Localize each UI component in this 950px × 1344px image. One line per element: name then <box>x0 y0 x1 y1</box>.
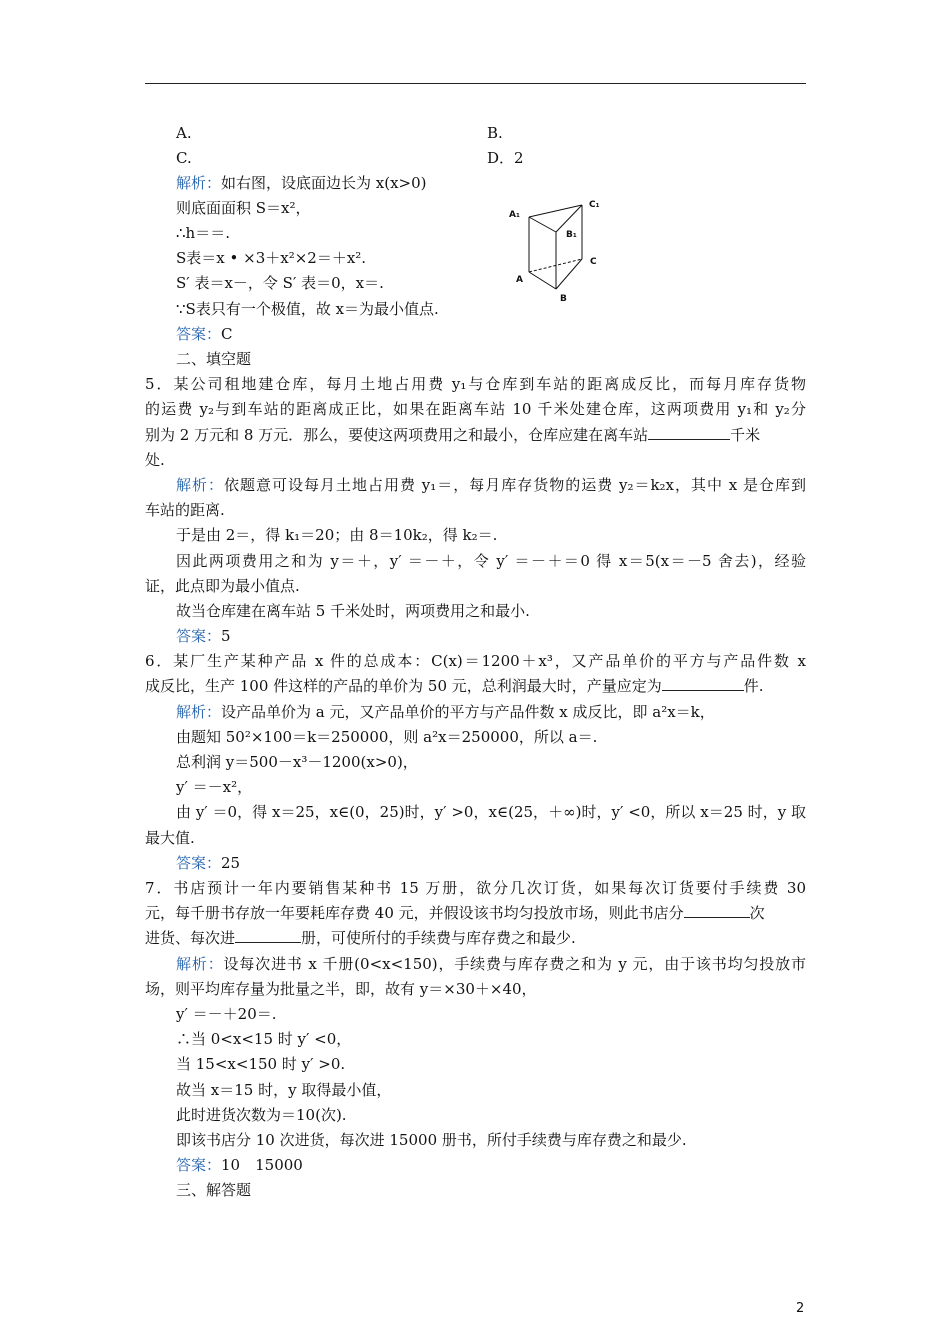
edge-b1-c1 <box>556 205 582 232</box>
answer-label: 答案： <box>176 854 222 872</box>
q6-analysis-line1: 解析：设产品单价为 a 元，又产品单价的平方与产品件数 x 成反比，即 a²x＝k， <box>176 703 715 721</box>
label-c1: C₁ <box>589 200 600 210</box>
q6-analysis-line5: 由 y′ ＝0，得 x＝25，x∈(0，25)时，y′ >0，x∈(25，＋∞)时，y′ <0，所以 x＝25 时，y 取 <box>176 803 806 821</box>
answer-blank <box>648 427 730 440</box>
q7-answer: 答案：10 15000 <box>176 1156 303 1174</box>
edge-a-b <box>529 272 556 289</box>
edge-a1-b1 <box>529 217 556 232</box>
q4-analysis-line1: 解析：如右图，设底面边长为 x(x>0) <box>176 174 427 192</box>
label-a: A <box>516 275 523 285</box>
q5-analysis-line2: 车站的距离. <box>145 501 225 519</box>
option-c: C. <box>176 149 192 167</box>
q4-answer: 答案：C <box>176 325 233 343</box>
q5-analysis-line3: 于是由 2＝，得 k₁＝20；由 8＝10k₂，得 k₂＝. <box>176 526 498 544</box>
answer-label: 答案： <box>176 325 222 343</box>
analysis-label: 解析： <box>176 476 224 494</box>
q6-analysis-line4: y′ ＝－x²， <box>176 778 253 796</box>
q7-line1: 7．书店预计一年内要销售某种书 15 万册，欲分几次订货，如果每次订货要付手续费 30 <box>145 879 806 897</box>
page-number: 2 <box>796 1301 805 1316</box>
answer-blank <box>235 930 301 943</box>
q5-analysis-line5: 证，此点即为最小值点. <box>145 577 300 595</box>
option-b: B. <box>487 124 503 142</box>
q4-analysis-line3: ∴h＝＝. <box>176 224 230 242</box>
q7-analysis-line6: 故当 x＝15 时，y 取得最小值， <box>176 1081 392 1099</box>
analysis-label: 解析： <box>176 174 222 192</box>
q7-analysis-line1: 解析：设每次进书 x 千册(0<x<150)，手续费与库存费之和为 y 元，由于该书均匀投放市 <box>176 955 806 973</box>
q7-analysis-line3: y′ ＝－＋20＝. <box>176 1005 277 1023</box>
answer-blank <box>684 905 750 918</box>
edge-a1-c1 <box>529 205 582 217</box>
q6-analysis-line3: 总利润 y＝500－x³－1200(x>0)， <box>176 753 418 771</box>
analysis-label: 解析： <box>176 955 224 973</box>
q5-line3: 别为 2 万元和 8 万元．那么，要使这两项费用之和最小，仓库应建在离车站 千米 <box>145 426 761 444</box>
label-b: B <box>560 294 567 304</box>
q6-analysis-line2: 由题知 50²×100＝k＝250000，则 a²x＝250000，所以 a＝. <box>176 728 598 746</box>
q5-analysis-line6: 故当仓库建在离车站 5 千米处时，两项费用之和最小. <box>176 602 530 620</box>
label-a1: A₁ <box>509 210 520 220</box>
q6-answer: 答案：25 <box>176 854 241 872</box>
q5-answer: 答案：5 <box>176 627 231 645</box>
q4-analysis-line4: S表＝x • ×3＋x²×2＝＋x². <box>176 249 367 267</box>
q7-analysis-line7: 此时进货次数为＝10(次). <box>176 1106 347 1124</box>
q5-line1: 5．某公司租地建仓库，每月土地占用费 y₁与仓库到车站的距离成反比，而每月库存货物 <box>145 375 806 393</box>
prism-figure <box>505 195 605 305</box>
option-d: D．2 <box>487 149 524 167</box>
label-b1: B₁ <box>566 230 577 240</box>
q6-line2: 成反比，生产 100 件这样的产品的单价为 50 元，总利润最大时，产量应定为 件. <box>145 677 764 695</box>
answer-label: 答案： <box>176 627 222 645</box>
q6-analysis-line6: 最大值. <box>145 829 195 847</box>
q4-analysis-line2: 则底面面积 S＝x²， <box>176 199 311 217</box>
q7-line2: 元，每千册书存放一年要耗库存费 40 元，并假设该书均匀投放市场，则此书店分 次 <box>145 904 765 922</box>
answer-blank <box>662 678 744 691</box>
q5-line4: 处. <box>145 451 165 469</box>
header-rule <box>145 83 806 84</box>
option-a: A. <box>176 124 192 142</box>
q7-line3: 进货、每次进 册，可使所付的手续费与库存费之和最少. <box>145 929 576 947</box>
q5-line2: 的运费 y₂与到车站的距离成正比，如果在距离车站 10 千米处建仓库，这两项费用 y₁和 y₂分 <box>145 400 806 418</box>
section-solve: 三、解答题 <box>176 1181 252 1199</box>
q5-analysis-line1: 解析：依题意可设每月土地占用费 y₁＝，每月库存货物的运费 y₂＝k₂x，其中 x 是仓库到 <box>176 476 806 494</box>
q7-analysis-line8: 即该书店分 10 次进货，每次进 15000 册书，所付手续费与库存费之和最少. <box>176 1131 687 1149</box>
q6-line1: 6．某厂生产某种产品 x 件的总成本：C(x)＝1200＋x³，又产品单价的平方与产品件数 x <box>145 652 806 670</box>
q7-analysis-line5: 当 15<x<150 时 y′ >0. <box>176 1055 346 1073</box>
q7-analysis-line2: 场，则平均库存量为批量之半，即，故有 y＝×30＋×40， <box>145 980 537 998</box>
q4-analysis-line5: S′ 表＝x－，令 S′ 表＝0，x＝. <box>176 274 384 292</box>
answer-label: 答案： <box>176 1156 222 1174</box>
q7-analysis-line4: ∴当 0<x<15 时 y′ <0， <box>176 1030 352 1048</box>
section-fill-in: 二、填空题 <box>176 350 252 368</box>
edge-b-c <box>556 259 582 289</box>
label-c: C <box>590 257 597 267</box>
q5-analysis-line4: 因此两项费用之和为 y＝＋，y′ ＝－＋，令 y′ ＝－＋＝0 得 x＝5(x＝－5 舍去)，经验 <box>176 552 806 570</box>
analysis-label: 解析： <box>176 703 222 721</box>
q4-analysis-line6: ∵S表只有一个极值，故 x＝为最小值点. <box>176 300 439 318</box>
